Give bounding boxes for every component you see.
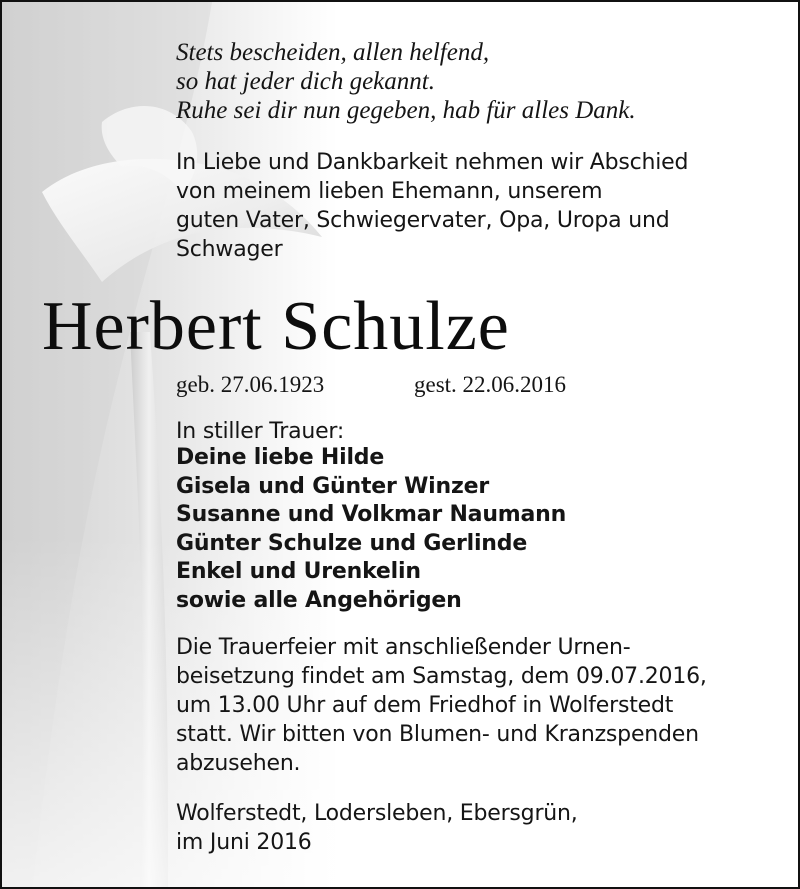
life-dates <box>176 371 567 399</box>
birth-date: geb. 27.06.1923 <box>176 372 325 397</box>
mourner-name: sowie alle Angehörigen <box>176 587 462 613</box>
ceremony-line: statt. Wir bitten von Blumen- und Kranzspenden <box>176 722 699 747</box>
mourner-name: Günter Schulze und Gerlinde <box>176 530 528 556</box>
notice-content <box>2 2 800 889</box>
verse-line: Stets bescheiden, allen helfend, <box>176 39 490 66</box>
place-line: im Juni 2016 <box>176 830 312 855</box>
verse-line: Ruhe sei dir nun gegeben, hab für alles Dank. <box>176 97 636 124</box>
memorial-verse <box>176 38 636 125</box>
mourner-name: Susanne und Volkmar Naumann <box>176 502 567 527</box>
ceremony-line: um 13.00 Uhr auf dem Friedhof in Wolferstedt <box>176 693 674 718</box>
verse-line: so hat jeder dich gekannt. <box>176 68 435 95</box>
place-line: Wolferstedt, Lodersleben, Ebersgrün, <box>176 801 578 826</box>
ceremony-line: beisetzung findet am Samstag, dem 09.07.2016, <box>176 664 707 689</box>
mourners-label: In stiller Trauer: <box>176 419 345 444</box>
mourner-name: Gisela und Günter Winzer <box>176 473 489 499</box>
place-and-date <box>176 799 578 857</box>
mourner-name: Deine liebe Hilde <box>176 445 385 470</box>
intro-line: Schwager <box>176 237 283 262</box>
intro-line: von meinem lieben Ehemann, unserem <box>176 179 603 204</box>
funeral-details <box>176 633 707 778</box>
ceremony-line: abzusehen. <box>176 751 301 776</box>
intro-line: guten Vater, Schwiegervater, Opa, Uropa und <box>176 208 670 233</box>
mourner-name: Enkel und Urenkelin <box>176 559 421 584</box>
ceremony-line: Die Trauerfeier mit anschließender Urnen- <box>176 635 631 660</box>
farewell-intro <box>176 148 688 264</box>
intro-line: In Liebe und Dankbarkeit nehmen wir Abschied <box>176 150 689 175</box>
deceased-name: Herbert Schulze <box>42 288 510 365</box>
mourners-list <box>176 444 566 615</box>
death-date: gest. 22.06.2016 <box>414 372 567 397</box>
